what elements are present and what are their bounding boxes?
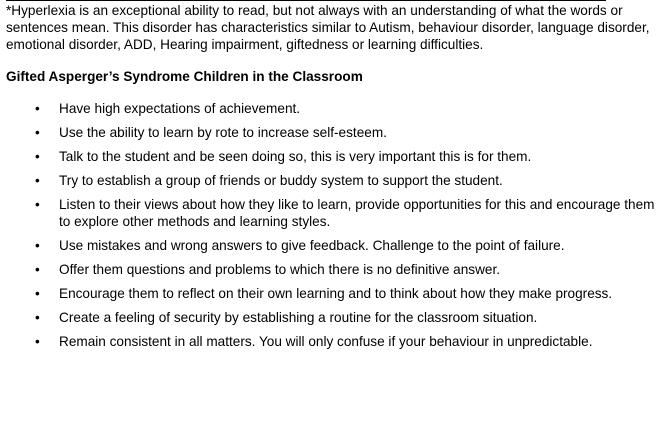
list-item xyxy=(0,149,665,166)
bullet-icon: • xyxy=(35,173,40,188)
list-item-text: Use the ability to learn by rote to increase self-esteem. xyxy=(59,125,387,140)
list-item xyxy=(0,173,665,190)
bullet-icon: • xyxy=(35,237,40,253)
list-item xyxy=(0,262,665,279)
bullet-icon: • xyxy=(35,101,40,116)
list-item-text: Try to establish a group of friends or buddy system to support the student. xyxy=(59,173,503,188)
list-item-text: Have high expectations of achievement. xyxy=(59,101,301,116)
list-item-text: Talk to the student and be seen doing so, this is very important this is for them. xyxy=(59,149,532,164)
list-item xyxy=(0,334,665,351)
list-item xyxy=(0,310,665,327)
list-item xyxy=(0,238,665,255)
list-item xyxy=(0,125,665,142)
bullet-icon: • xyxy=(35,197,40,212)
footnote-text: *Hyperlexia is an exceptional ability to read, but not always with an understanding of what the words or sentences mean. This disorder has characteristics similar to Autism, behaviour disorder, language disorder, emotional disorder, ADD, Hearing impairment, giftedness or learning difficulties. xyxy=(6,3,650,52)
list-item-text: Listen to their views about how they like to learn, provide opportunities for this and encourage them to explore other methods and learning styles. xyxy=(59,197,655,229)
list-item-text: Remain consistent in all matters. You will only confuse if your behaviour in unpredictable. xyxy=(59,333,593,349)
bullet-icon: • xyxy=(35,261,40,277)
section-heading: Gifted Asperger’s Syndrome Children in the Classroom xyxy=(6,69,363,84)
list-item xyxy=(0,286,665,303)
list-item xyxy=(0,101,665,118)
footnote-separator-rule xyxy=(6,0,606,1)
list-item xyxy=(0,197,665,230)
bullet-icon: • xyxy=(35,125,40,140)
list-item-text: Create a feeling of security by establishing a routine for the classroom situation. xyxy=(59,309,538,325)
bullet-icon: • xyxy=(35,309,40,325)
bullet-icon: • xyxy=(35,149,40,164)
list-item-text: Encourage them to reflect on their own learning and to think about how they make progress. xyxy=(59,285,613,301)
bullet-list xyxy=(0,101,665,358)
list-item-text: Use mistakes and wrong answers to give feedback. Challenge to the point of failure. xyxy=(59,237,565,253)
bullet-icon: • xyxy=(35,285,40,301)
list-item-text: Offer them questions and problems to which there is no definitive answer. xyxy=(59,261,501,277)
bullet-icon: • xyxy=(35,333,40,349)
